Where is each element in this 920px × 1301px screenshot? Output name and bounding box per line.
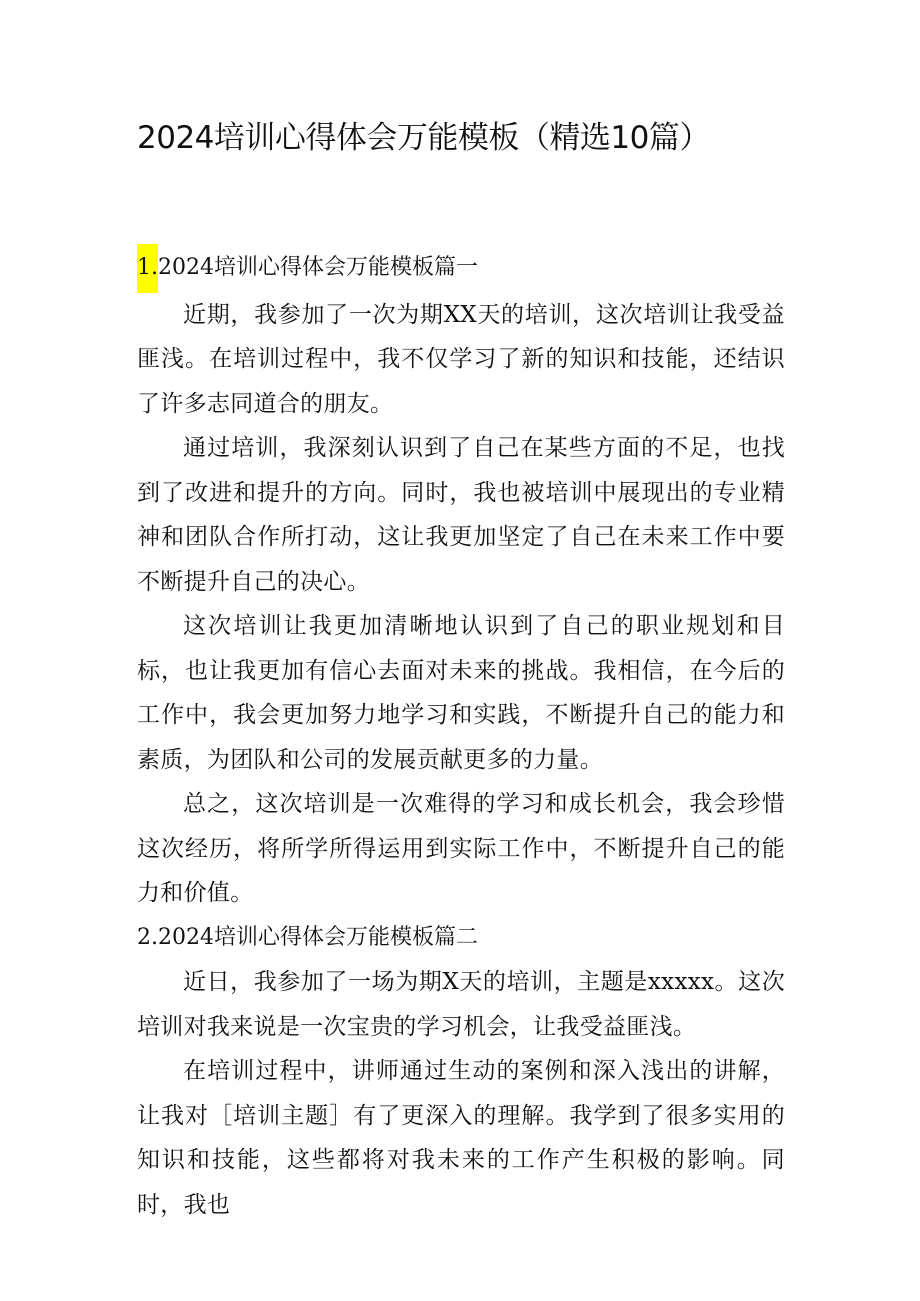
section-heading-text: 2024培训心得体会万能模板篇一 (158, 255, 478, 280)
document-title: 2024培训心得体会万能模板（精选10篇） (137, 120, 710, 156)
paragraph: 近日，我参加了一场为期X天的培训，主题是xxxxx。这次培训对我来说是一次宝贵的学习机会，让我受益匪浅。 (137, 969, 785, 1040)
section-2 (137, 916, 785, 1228)
paragraph: 这次培训让我更加清晰地认识到了自己的职业规划和目标，也让我更加有信心去面对未来的挑战。我相信，在今后的工作中，我会更加努力地学习和实践，不断提升自己的能力和素质，为团队和公司的发展贡献更多的力量。 (137, 613, 785, 773)
paragraph: 通过培训，我深刻认识到了自己在某些方面的不足，也找到了改进和提升的方向。同时，我也被培训中展现出的专业精神和团队合作所打动，这让我更加坚定了自己在未来工作中要不断提升自己的决心。 (137, 435, 785, 595)
section-heading (137, 244, 785, 293)
section-heading-text: 2024培训心得体会万能模板篇二 (158, 924, 478, 950)
section-heading (137, 916, 785, 961)
paragraph: 近期，我参加了一次为期XX天的培训，这次培训让我受益匪浅。在培训过程中，我不仅学习了新的知识和技能，还结识了许多志同道合的朋友。 (137, 301, 785, 417)
section-1 (137, 244, 785, 916)
paragraph: 在培训过程中，讲师通过生动的案例和深入浅出的讲解，让我对［培训主题］有了更深入的理解。我学到了很多实用的知识和技能，这些都将对我未来的工作产生积极的影响。同时，我也 (137, 1058, 785, 1218)
section-number: 2. (137, 924, 158, 950)
document-body (137, 244, 785, 1227)
section-number-highlighted: 1. (137, 244, 158, 293)
paragraph: 总之，这次培训是一次难得的学习和成长机会，我会珍惜这次经历，将所学所得运用到实际工作中，不断提升自己的能力和价值。 (137, 791, 785, 906)
